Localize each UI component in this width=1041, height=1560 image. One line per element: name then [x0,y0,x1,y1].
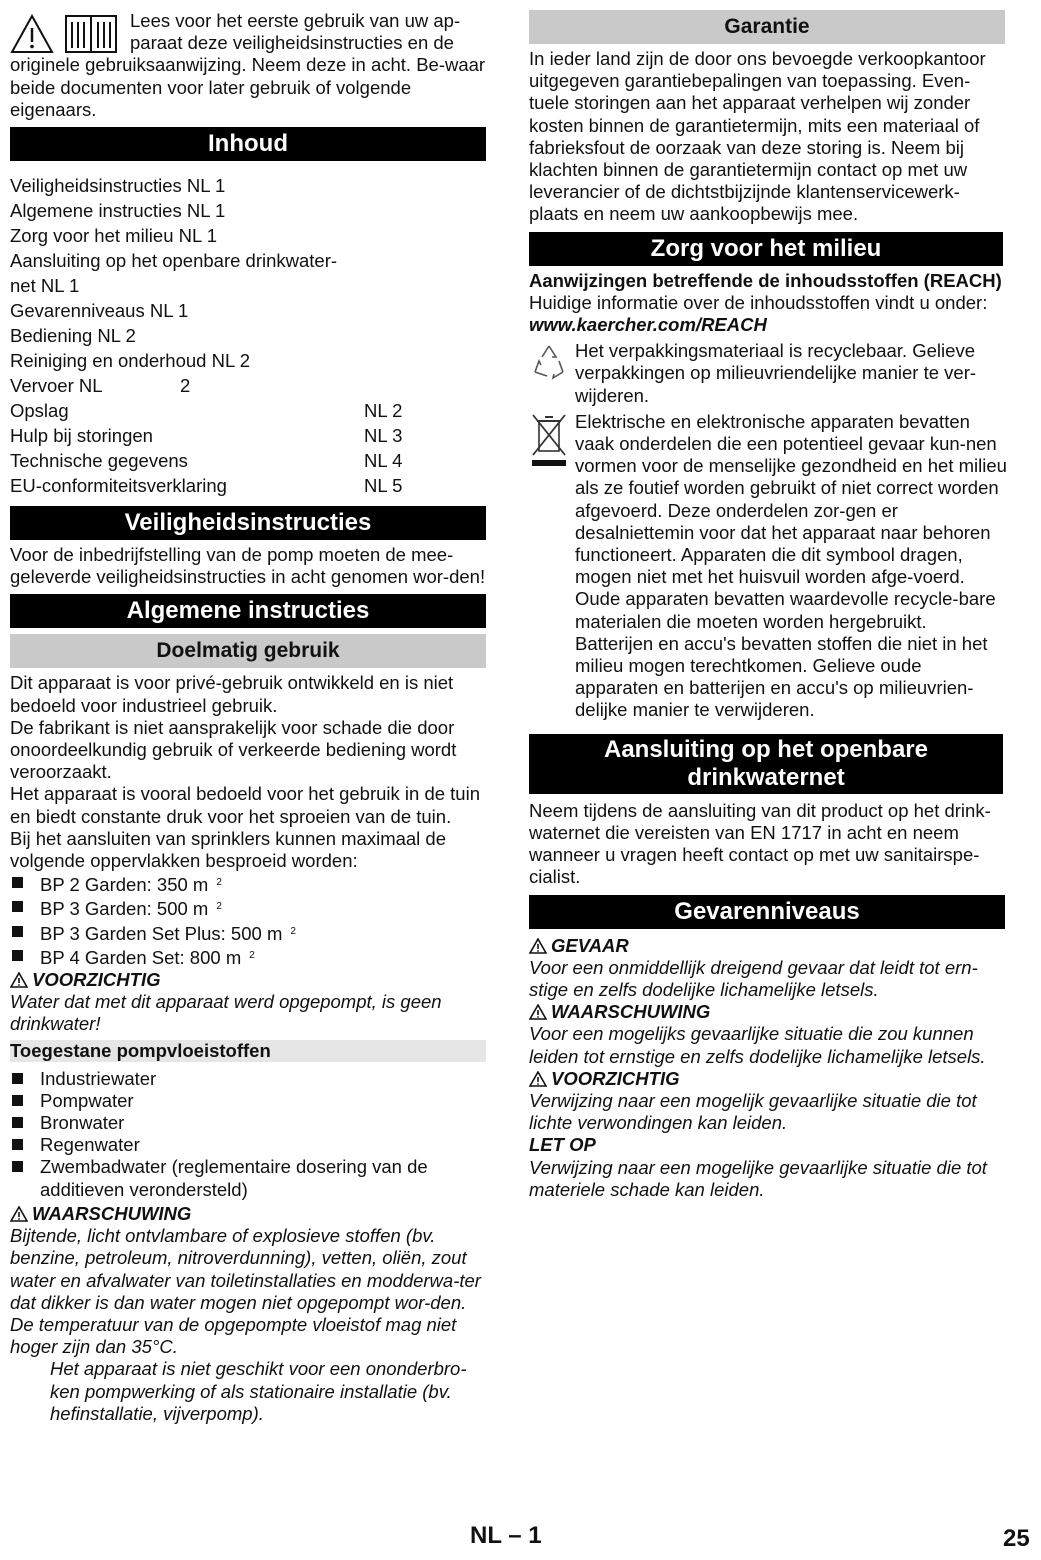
toc-item-page: 2 [180,375,191,397]
general-paragraph-4: Bij het aansluiten van sprinklers kunnen maximaal de volgende oppervlakken besproeid worden: [10,827,447,872]
hazard-label [529,1001,1009,1023]
bullet-square-icon [12,1117,23,1128]
hazard-label [529,935,1009,957]
safety-heading: Veiligheidsinstructies [10,506,486,540]
toc-item-title: Vervoer NL [10,375,103,397]
intro-icons [10,12,122,56]
list-item [10,1068,486,1090]
intro [10,10,486,121]
hazard-label-text: WAARSCHUWING [551,1001,711,1023]
toc-item[interactable] [10,473,486,498]
warning-text-3: Het apparaat is niet geschikt voor een ononderbro-ken pompwerking of als stationaire installatie (bv. hefinstallatie, vijverpomp). [50,1358,467,1424]
area-value: BP 4 Garden Set: 800 m [40,946,242,968]
toc-item-title: Gevarenniveaus NL 1 [10,300,189,322]
toc-item-title: net NL 1 [10,275,80,297]
warning-icon [529,1004,547,1020]
packaging-note [529,340,1009,407]
warning-label-text: WAARSCHUWING [32,1202,192,1224]
toc-item-title: Hulp bij storingen [10,425,153,447]
bullet-square-icon [12,901,23,912]
list-item [10,1134,486,1156]
toc-item[interactable] [10,348,486,373]
area-value: BP 3 Garden Set Plus: 500 m [40,922,283,944]
packaging-text: Het verpakkingsmateriaal is recyclebaar. Gelieve verpakkingen op milieuvriendelijke manier te ver-wijderen. [575,340,977,406]
area-value: BP 2 Garden: 350 m [40,874,209,896]
toc-item[interactable] [10,398,486,423]
toc-item-title: EU-conformiteitsverklaring [10,475,227,497]
weee-note [529,411,1009,722]
warning-icon [10,972,28,988]
fluids-heading: Toegestane pompvloeistoffen [10,1040,486,1062]
list-item-text: Zwembadwater (reglementaire dosering van de additieven verondersteld) [40,1156,428,1200]
packaging-icon-box [529,340,575,407]
intro-line-1: Lees voor het eerste gebruik van uw ap- [130,10,461,31]
safety-text: Voor de inbedrijfstelling van de pomp moeten de mee-geleverde veiligheidsinstructies in acht genomen wor-den! [10,544,486,588]
crossed-bin-icon [529,411,569,471]
hazard-label-text: GEVAAR [551,934,629,956]
page-number: 25 [1003,1525,1030,1552]
list-item [10,872,486,896]
hazard-heading: Gevarenniveaus [529,895,1005,929]
hazard-list [529,935,1009,1135]
reach-url[interactable]: www.kaercher.com/REACH [529,314,767,336]
toc-item-title: Zorg voor het milieu NL 1 [10,225,218,247]
bullet-square-icon [12,1139,23,1150]
list-item-text [40,872,222,896]
sprinkler-areas-list [10,872,486,969]
toc-item-page: NL 2 [364,400,403,422]
weee-text-2: Oude apparaten bevatten waardevolle recycle-bare materialen die moeten worden hergebruikt. Batterijen en accu's bevatten stoffen die niet in het milieu mogen terechtkomen. Gelieve oude apparaten en batterijen en accu's op milieuvrien-delijke manier te verwijderen. [575,588,996,721]
hazard-text: Verwijzing naar een mogelijk gevaarlijke situatie die tot lichte verwondingen kan leiden. [529,1089,977,1134]
area-unit-superscript: 2 [249,949,255,961]
toc-item-title: Technische gegevens [10,450,188,472]
hazard-text: Voor een onmiddellijk dreigend gevaar dat leidt tot ern-stige en zelfs dodelijke lichamelijke letsels. [529,956,978,1000]
general-heading: Algemene instructies [10,594,486,628]
list-item-text: Regenwater [40,1134,140,1156]
weee-text-block [575,411,1009,722]
toc-item[interactable] [10,323,486,348]
toc-item[interactable] [10,248,486,273]
footer-section-label: NL – 1 [470,1522,542,1549]
toc-item-title: Reiniging en onderhoud NL 2 [10,350,250,372]
toc-item[interactable] [10,173,486,198]
warranty-heading: Garantie [529,10,1005,44]
toc-item[interactable] [10,373,486,398]
intro-rest: originele gebruiksaanwijzing. Neem deze in acht. Be-waar beide documenten voor later gebruik of volgende eigenaars. [10,54,486,120]
toc-item[interactable] [10,448,486,473]
list-item [10,921,486,945]
intro-line-2: paraat deze veiligheidsinstructies en de [130,32,454,54]
toc-item-title: Bediening NL 2 [10,325,136,347]
toc-item[interactable] [10,198,486,223]
water-connection-heading-line-1: Aansluiting op het openbare [603,735,928,763]
toc-item-page: NL 3 [364,425,403,447]
intended-use-heading: Doelmatig gebruik [10,634,486,668]
toc-item-page: NL 4 [364,450,403,472]
hazard-text: Voor een mogelijks gevaarlijke situatie die zou kunnen leiden tot ernstige en zelfs dodelijke lichamelijke letsels. [529,1023,986,1067]
list-item-text [40,921,296,945]
list-item [10,945,486,969]
fluids-list [10,1068,486,1201]
note-label: LET OP [529,1134,596,1156]
toc-item[interactable] [10,423,486,448]
list-item-text: Industriewater [40,1067,157,1089]
bullet-square-icon [12,1073,23,1084]
toc-list [10,173,486,498]
warning-triangle-icon [10,14,54,54]
general-paragraph-3: Het apparaat is vooral bedoeld voor het gebruik in de tuin en biedt constante druk voor het sproeien van de tuin. [10,783,480,827]
toc-item-title: Opslag [10,400,69,422]
recycle-icon [529,342,569,382]
toc-heading: Inhoud [10,127,486,161]
list-item-text: Pompwater [40,1089,134,1111]
caution-label [10,969,486,991]
weee-text-1: Elektrische en elektronische apparaten bevatten vaak onderdelen die een potentieel gevaar kun-nen vormen voor de menselijke gezondheid en het milieu als ze foutief worden gebruikt of niet correct worden afgevoerd. Deze onderdelen zor-gen er desalniettemin voor dat het apparaat naar behoren functioneert. Apparaten die dit symbool dragen, mogen niet met het huisvuil worden afge-voerd. [575,410,1007,588]
water-connection-heading [529,734,1003,794]
area-value: BP 3 Garden: 500 m [40,898,209,920]
warning-text-1: Bijtende, licht ontvlambare of explosieve stoffen (bv. benzine, petroleum, nitroverdunning), vetten, oliën, zout water en afvalwater van toiletinstallaties en modderwa-ter dat dikker is dan water mogen niet opgepompt wor-den. [10,1225,481,1313]
bullet-square-icon [12,1095,23,1106]
hazard-label [529,1068,1009,1090]
general-paragraph-2: De fabrikant is niet aansprakelijk voor schade die door onoordeelkundig gebruik of verkeerde bediening wordt veroorzaakt. [10,716,457,783]
bullet-square-icon [12,926,23,937]
list-item [10,896,486,920]
warning-text-2: De temperatuur van de opgepompte vloeistof mag niet hoger zijn dan 35°C. [10,1313,457,1358]
area-unit-superscript: 2 [216,877,222,889]
list-item [10,1112,486,1134]
reach-heading: Aanwijzingen betreffende de inhoudsstoffen (REACH) [529,269,1002,291]
area-unit-superscript: 2 [216,901,222,913]
hazard-label-text: VOORZICHTIG [551,1067,680,1089]
manual-book-icon [64,12,118,54]
general-paragraph-1: Dit apparaat is voor privé-gebruik ontwikkeld en is niet bedoeld voor industrieel gebruik. [10,672,454,716]
toc-item[interactable] [10,273,486,298]
list-item-text [40,945,255,969]
toc-item-title: Veiligheidsinstructies NL 1 [10,175,226,197]
area-unit-superscript: 2 [290,925,296,937]
toc-item-title: Algemene instructies NL 1 [10,200,226,222]
caution-text: Water dat met dit apparaat werd opgepompt, is geen drinkwater! [10,991,442,1035]
list-item-text: Bronwater [40,1112,125,1134]
left-column [10,10,486,1425]
water-connection-heading-line-2: drinkwaternet [687,763,845,791]
warranty-text: In ieder land zijn de door ons bevoegde verkoopkantoor uitgegeven garantiebepalingen van toepassing. Even-tuele storingen aan het apparaat verhelpen wij zonder kosten binnen de garantietermijn, mits een materiaal of fabrieksfout de oorzaak van deze storing is. Neem bij klachten binnen de garantietermijn contact op met uw leverancier of de dichtstbijzijnde klantenservicewerk-plaats en neem uw aankoopbewijs mee. [529,48,986,225]
toc-item[interactable] [10,223,486,248]
toc-item-page: NL 5 [364,475,403,497]
note-text: Verwijzing naar een mogelijke gevaarlijke situatie die tot materiele schade kan leiden. [529,1156,987,1200]
bullet-square-icon [12,950,23,961]
list-item-text [40,896,222,920]
list-item [10,1090,486,1112]
reach-text: Huidige informatie over de inhoudsstoffen vindt u onder: [529,291,988,313]
warning-icon [529,938,547,954]
water-connection-text: Neem tijdens de aansluiting van dit product op het drink-waternet die vereisten van EN 1717 in acht en neem wanneer u vragen heeft contact op met uw sanitairspe-cialist. [529,799,991,888]
toc-item-title: Aansluiting op het openbare drinkwater- [10,250,338,272]
warning-icon [10,1206,28,1222]
caution-label-text: VOORZICHTIG [32,969,161,991]
bullet-square-icon [12,1161,23,1172]
bullet-square-icon [12,877,23,888]
list-item [10,1156,486,1200]
warning-label [10,1203,486,1225]
right-column [529,10,1009,1201]
environment-heading: Zorg voor het milieu [529,232,1003,266]
toc-item[interactable] [10,298,486,323]
warning-icon [529,1071,547,1087]
weee-icon-box [529,411,575,722]
